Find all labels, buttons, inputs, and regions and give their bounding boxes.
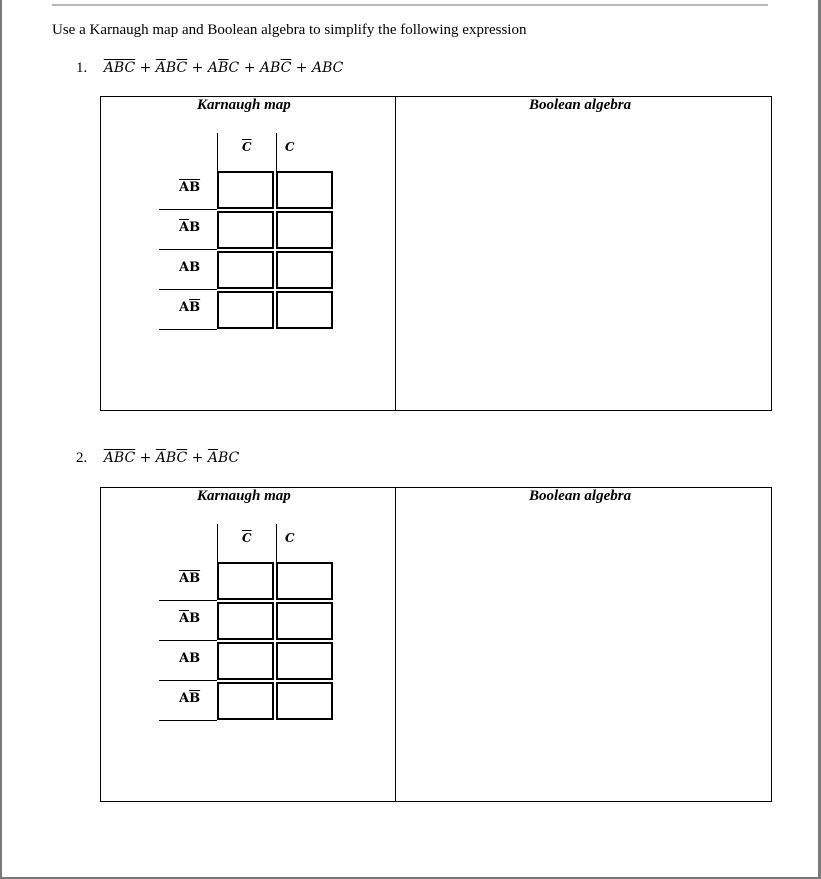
literal: $\overline{B}$	[217, 60, 229, 76]
row-label-a-b: AB	[179, 260, 201, 275]
header-divider	[276, 524, 277, 562]
kmap-cell[interactable]	[217, 642, 274, 680]
karnaugh-map-title: Karnaugh map	[197, 488, 291, 504]
literal: $\overline{A}$	[103, 60, 114, 76]
literal: C	[332, 60, 344, 76]
kmap-cell[interactable]	[276, 251, 333, 289]
product-term	[104, 60, 135, 76]
top-rule	[52, 4, 768, 6]
kmap-cell[interactable]	[276, 562, 333, 600]
literal: C	[228, 60, 240, 76]
kmap-cell[interactable]	[276, 291, 333, 329]
karnaugh-map-title: Karnaugh map	[197, 97, 291, 113]
row-label-a-bar-b: $\overline{A}B$	[179, 220, 201, 235]
product-term	[208, 60, 239, 76]
karnaugh-map-grid	[159, 524, 339, 724]
literal: $\overline{C}$	[176, 60, 188, 76]
operator-plus: +	[187, 450, 208, 466]
kmap-cell[interactable]	[276, 602, 333, 640]
kmap-cell[interactable]	[217, 291, 274, 329]
row-separator	[159, 329, 217, 330]
boolean-algebra-title: Boolean algebra	[529, 488, 632, 504]
literal: $\overline{C}$	[280, 60, 292, 76]
kmap-cell[interactable]	[217, 251, 274, 289]
row-separator	[159, 640, 217, 641]
literal: $\overline{C}$	[124, 450, 136, 466]
row-separator	[159, 680, 217, 681]
kmap-cell[interactable]	[276, 171, 333, 209]
row-separator	[159, 249, 217, 250]
col-label-c: C	[285, 531, 295, 545]
problem-1-worksheet	[100, 96, 772, 411]
literal: $\overline{B}$	[113, 60, 125, 76]
row-separator	[159, 209, 217, 210]
problem-2-worksheet	[100, 487, 772, 802]
kmap-cell[interactable]	[217, 682, 274, 720]
row-label-a-b-bar: $A\overline{B}$	[179, 300, 201, 315]
col-label-c: C	[285, 140, 295, 154]
row-separator	[159, 289, 217, 290]
problem-number: 2.	[76, 450, 88, 466]
problem-1	[76, 60, 343, 77]
kmap-cell[interactable]	[217, 211, 274, 249]
product-term	[156, 60, 187, 76]
literal: B	[322, 60, 333, 76]
boolean-algebra-title: Boolean algebra	[529, 97, 632, 113]
product-term	[156, 450, 187, 466]
row-separator	[159, 720, 217, 721]
literal: A	[259, 60, 271, 76]
literal: $\overline{A}$	[207, 450, 218, 466]
operator-plus: +	[239, 60, 260, 76]
kmap-cell[interactable]	[217, 602, 274, 640]
operator-plus: +	[135, 60, 156, 76]
row-label-a-bar-b: $\overline{A}B$	[179, 611, 201, 626]
row-separator	[159, 600, 217, 601]
kmap-cell[interactable]	[276, 682, 333, 720]
operator-plus: +	[187, 60, 208, 76]
col-label-c-bar: $\overline{C}$	[242, 140, 252, 154]
header-divider	[276, 133, 277, 171]
literal: B	[217, 450, 229, 466]
problem-expression	[104, 60, 344, 76]
product-term	[208, 450, 239, 466]
kmap-cell[interactable]	[217, 171, 274, 209]
literal: B	[270, 60, 281, 76]
row-label-a-bar-b-bar: $\overline{AB}$	[179, 571, 201, 586]
col-label-c-bar: $\overline{C}$	[242, 531, 252, 545]
row-label-a-b: AB	[179, 651, 201, 666]
literal: $\overline{A}$	[155, 60, 166, 76]
literal: A	[311, 60, 323, 76]
problem-expression	[104, 450, 240, 466]
header-divider	[217, 133, 218, 171]
product-term	[260, 60, 291, 76]
operator-plus: +	[291, 60, 312, 76]
literal: C	[228, 450, 240, 466]
row-label-a-bar-b-bar: $\overline{AB}$	[179, 180, 201, 195]
problem-2	[76, 450, 239, 467]
row-label-a-b-bar: $A\overline{B}$	[179, 691, 201, 706]
karnaugh-map-grid	[159, 133, 339, 333]
column-divider	[395, 97, 396, 410]
product-term	[104, 450, 135, 466]
literal: $\overline{B}$	[113, 450, 125, 466]
literal: $\overline{C}$	[124, 60, 136, 76]
literal: $\overline{A}$	[155, 450, 166, 466]
kmap-cell[interactable]	[276, 211, 333, 249]
kmap-cell[interactable]	[217, 562, 274, 600]
literal: B	[165, 60, 177, 76]
problem-number: 1.	[76, 60, 88, 76]
literal: $\overline{A}$	[103, 450, 114, 466]
literal: $\overline{C}$	[176, 450, 188, 466]
header-divider	[217, 524, 218, 562]
kmap-cell[interactable]	[276, 642, 333, 680]
product-term	[312, 60, 343, 76]
literal: B	[165, 450, 177, 466]
literal: A	[207, 60, 218, 76]
instruction-text: Use a Karnaugh map and Boolean algebra to simplify the following expression	[52, 22, 527, 38]
operator-plus: +	[135, 450, 156, 466]
column-divider	[395, 488, 396, 801]
page-frame-left	[0, 0, 2, 879]
